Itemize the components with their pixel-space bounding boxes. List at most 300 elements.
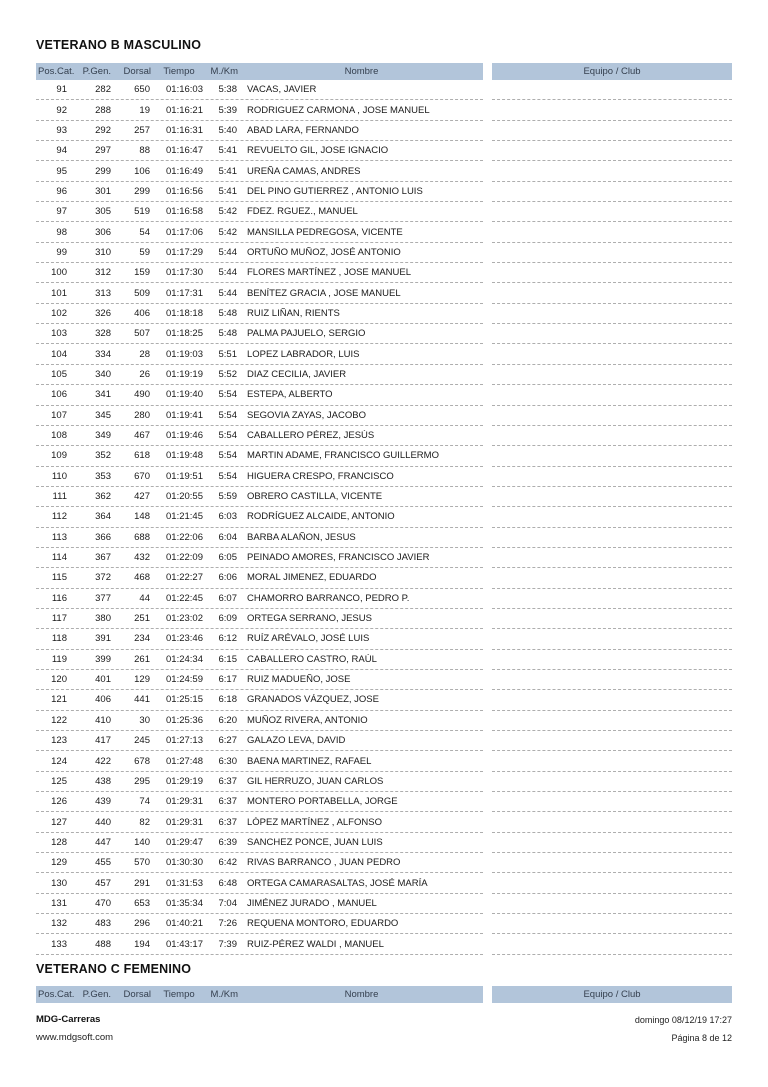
cell-p-gen: 334 [95,348,111,360]
cell-tiempo: 01:35:34 [166,897,203,909]
cell-tiempo: 01:19:40 [166,389,203,401]
cell-dorsal: 570 [134,857,150,869]
cell-pos-cat: 121 [51,694,67,706]
cell-tiempo: 01:18:18 [166,307,203,319]
cell-nombre: MARTIN ADAME, FRANCISCO GUILLERMO [247,450,439,462]
cell-tiempo: 01:16:49 [166,165,203,177]
cell-pos-cat: 95 [56,165,67,177]
cell-pos-cat: 122 [51,714,67,726]
column-header-tiempo: Tiempo [163,66,195,77]
cell-equipo-club [492,263,732,283]
cell-m-km: 6:39 [218,836,237,848]
cell-dorsal: 88 [139,145,150,157]
cell-p-gen: 301 [95,185,111,197]
cell-pos-cat: 117 [51,613,67,625]
cell-nombre: MANSILLA PEDREGOSA, VICENTE [247,226,403,238]
cell-dorsal: 251 [134,613,150,625]
cell-equipo-club [492,80,732,100]
cell-pos-cat: 115 [51,572,67,584]
cell-p-gen: 470 [95,897,111,909]
cell-tiempo: 01:27:48 [166,755,203,767]
cell-m-km: 7:04 [218,897,237,909]
cell-nombre: MORAL JIMENEZ, EDUARDO [247,572,377,584]
cell-nombre: JIMÉNEZ JURADO , MANUEL [247,897,377,909]
cell-pos-cat: 102 [51,307,67,319]
cell-p-gen: 380 [95,613,111,625]
cell-m-km: 6:12 [218,633,237,645]
cell-nombre: LÓPEZ MARTÍNEZ , ALFONSO [247,816,382,828]
cell-equipo-club [492,650,732,670]
cell-p-gen: 352 [95,450,111,462]
cell-m-km: 6:42 [218,857,237,869]
cell-equipo-club [492,467,732,487]
cell-m-km: 6:03 [218,511,237,523]
cell-dorsal: 670 [134,470,150,482]
cell-pos-cat: 103 [51,328,67,340]
cell-equipo-club [492,568,732,588]
table-row [36,100,732,120]
table-row [36,283,732,303]
cell-equipo-club [492,711,732,731]
cell-equipo-club [492,731,732,751]
cell-m-km: 5:38 [218,84,237,96]
cell-tiempo: 01:19:41 [166,409,203,421]
cell-p-gen: 422 [95,755,111,767]
cell-p-gen: 362 [95,491,111,503]
cell-p-gen: 410 [95,714,111,726]
cell-p-gen: 306 [95,226,111,238]
cell-tiempo: 01:30:30 [166,857,203,869]
column-header-m-km: M./Km [210,66,238,77]
cell-nombre: BENÍTEZ GRACIA , JOSE MANUEL [247,287,401,299]
cell-p-gen: 312 [95,267,111,279]
cell-m-km: 5:54 [218,450,237,462]
cell-p-gen: 440 [95,816,111,828]
cell-nombre: REQUENA MONTORO, EDUARDO [247,918,399,930]
table-row [36,222,732,242]
cell-nombre: DIAZ CECILIA, JAVIER [247,368,347,380]
cell-tiempo: 01:19:51 [166,470,203,482]
cell-nombre: RUIZ-PÉREZ WALDI , MANUEL [247,938,384,950]
cell-dorsal: 245 [134,735,150,747]
cell-m-km: 5:41 [218,165,237,177]
cell-p-gen: 457 [95,877,111,889]
cell-tiempo: 01:22:09 [166,552,203,564]
cell-dorsal: 257 [134,124,150,136]
cell-p-gen: 292 [95,124,111,136]
table-row [36,304,732,324]
cell-nombre: PEINADO AMORES, FRANCISCO JAVIER [247,552,430,564]
cell-p-gen: 366 [95,531,111,543]
cell-dorsal: 44 [139,592,150,604]
cell-pos-cat: 92 [56,104,67,116]
table-row [36,690,732,710]
cell-equipo-club [492,690,732,710]
cell-m-km: 6:07 [218,592,237,604]
cell-tiempo: 01:25:15 [166,694,203,706]
cell-m-km: 5:54 [218,389,237,401]
cell-dorsal: 19 [139,104,150,116]
results-table-header [36,63,732,80]
cell-m-km: 5:52 [218,368,237,380]
cell-nombre: ESTEPA, ALBERTO [247,389,333,401]
cell-nombre: ORTEGA CAMARASALTAS, JOSÉ MARÍA [247,877,428,889]
cell-m-km: 5:42 [218,206,237,218]
cell-tiempo: 01:21:45 [166,511,203,523]
table-row [36,751,732,771]
cell-p-gen: 328 [95,328,111,340]
cell-m-km: 5:59 [218,491,237,503]
cell-equipo-club [492,161,732,181]
column-header-pos-cat: Pos.Cat. [38,66,75,77]
cell-pos-cat: 132 [51,918,67,930]
cell-tiempo: 01:43:17 [166,938,203,950]
cell-pos-cat: 114 [51,552,67,564]
cell-nombre: VACAS, JAVIER [247,84,317,96]
table-row [36,406,732,426]
cell-nombre: FLORES MARTÍNEZ , JOSE MANUEL [247,267,411,279]
cell-equipo-club [492,670,732,690]
cell-pos-cat: 101 [51,287,67,299]
cell-m-km: 5:44 [218,267,237,279]
table-row [36,772,732,792]
cell-equipo-club [492,609,732,629]
table-row [36,833,732,853]
cell-equipo-club [492,304,732,324]
cell-m-km: 5:51 [218,348,237,360]
cell-m-km: 5:41 [218,185,237,197]
column-header-pos-cat: Pos.Cat. [38,988,75,1000]
column-header-nombre: Nombre [344,988,379,1000]
cell-m-km: 5:54 [218,430,237,442]
cell-tiempo: 01:20:55 [166,491,203,503]
table-row [36,853,732,873]
cell-p-gen: 372 [95,572,111,584]
table-row [36,528,732,548]
cell-pos-cat: 124 [51,755,67,767]
cell-equipo-club [492,629,732,649]
cell-equipo-club [492,446,732,466]
cell-nombre: FDEZ. RGUEZ., MANUEL [247,206,358,218]
cell-m-km: 6:20 [218,714,237,726]
cell-p-gen: 299 [95,165,111,177]
cell-equipo-club [492,894,732,914]
cell-equipo-club [492,202,732,222]
column-header-dorsal: Dorsal [123,66,151,77]
cell-equipo-club [492,222,732,242]
cell-equipo-club [492,385,732,405]
cell-equipo-club [492,548,732,568]
cell-pos-cat: 105 [51,368,67,380]
cell-tiempo: 01:29:31 [166,796,203,808]
cell-dorsal: 261 [134,653,150,665]
cell-pos-cat: 127 [51,816,67,828]
cell-tiempo: 01:29:19 [166,775,203,787]
cell-tiempo: 01:17:06 [166,226,203,238]
cell-equipo-club [492,426,732,446]
cell-nombre: RUIZ MADUEÑO, JOSE [247,674,351,686]
cell-equipo-club [492,344,732,364]
cell-m-km: 6:48 [218,877,237,889]
cell-pos-cat: 106 [51,389,67,401]
cell-pos-cat: 120 [51,674,67,686]
table-row [36,934,732,954]
cell-tiempo: 01:19:48 [166,450,203,462]
cell-nombre: RIVAS BARRANCO , JUAN PEDRO [247,857,401,869]
cell-tiempo: 01:17:31 [166,287,203,299]
cell-dorsal: 54 [139,226,150,238]
cell-pos-cat: 133 [51,938,67,950]
column-header-m-km: M./Km [210,988,238,1000]
table-row [36,385,732,405]
table-row [36,141,732,161]
column-header-nombre: Nombre [344,66,379,77]
cell-tiempo: 01:24:59 [166,674,203,686]
cell-equipo-club [492,772,732,792]
cell-nombre: BARBA ALAÑON, JESUS [247,531,356,543]
cell-tiempo: 01:16:56 [166,185,203,197]
cell-m-km: 7:26 [218,918,237,930]
cell-pos-cat: 125 [51,775,67,787]
table-row [36,792,732,812]
cell-tiempo: 01:22:45 [166,592,203,604]
cell-equipo-club [492,141,732,161]
cell-p-gen: 455 [95,857,111,869]
cell-p-gen: 341 [95,389,111,401]
table-row [36,121,732,141]
table-row [36,812,732,832]
cell-nombre: GALAZO LEVA, DAVID [247,735,346,747]
cell-p-gen: 288 [95,104,111,116]
cell-dorsal: 129 [134,674,150,686]
cell-dorsal: 688 [134,531,150,543]
cell-equipo-club [492,589,732,609]
table-row [36,80,732,100]
cell-pos-cat: 107 [51,409,67,421]
cell-nombre: HIGUERA CRESPO, FRANCISCO [247,470,394,482]
cell-dorsal: 291 [134,877,150,889]
cell-equipo-club [492,100,732,120]
cell-dorsal: 618 [134,450,150,462]
cell-tiempo: 01:16:21 [166,104,203,116]
cell-nombre: BAENA MARTINEZ, RAFAEL [247,755,372,767]
table-row [36,487,732,507]
column-header-equipo-club: Equipo / Club [492,63,732,80]
cell-tiempo: 01:17:29 [166,246,203,258]
cell-nombre: REVUELTO GIL, JOSE IGNACIO [247,145,389,157]
table-row [36,894,732,914]
cell-tiempo: 01:23:46 [166,633,203,645]
cell-dorsal: 295 [134,775,150,787]
results-table-header-femenino [36,986,732,1003]
cell-dorsal: 148 [134,511,150,523]
cell-p-gen: 367 [95,552,111,564]
cell-dorsal: 653 [134,897,150,909]
cell-tiempo: 01:16:47 [166,145,203,157]
cell-equipo-club [492,365,732,385]
cell-pos-cat: 129 [51,857,67,869]
cell-dorsal: 467 [134,430,150,442]
cell-equipo-club [492,324,732,344]
cell-pos-cat: 96 [56,185,67,197]
cell-pos-cat: 112 [51,511,67,523]
cell-equipo-club [492,873,732,893]
cell-m-km: 5:54 [218,409,237,421]
cell-tiempo: 01:19:03 [166,348,203,360]
table-row [36,202,732,222]
cell-tiempo: 01:18:25 [166,328,203,340]
section-title-veterano-c-femenino: VETERANO C FEMENINO [36,961,192,976]
cell-equipo-club [492,121,732,141]
column-header-p-gen: P.Gen. [82,66,111,77]
cell-nombre: RUÍZ ARÉVALO, JOSÉ LUIS [247,633,370,645]
cell-nombre: GIL HERRUZO, JUAN CARLOS [247,775,384,787]
cell-m-km: 5:54 [218,470,237,482]
cell-pos-cat: 109 [51,450,67,462]
footer-page-number: Página 8 de 12 [671,1032,732,1043]
cell-equipo-club [492,914,732,934]
table-row [36,670,732,690]
column-header-equipo-club: Equipo / Club [492,986,732,1003]
cell-pos-cat: 94 [56,145,67,157]
cell-p-gen: 310 [95,246,111,258]
cell-pos-cat: 126 [51,796,67,808]
cell-tiempo: 01:16:03 [166,84,203,96]
cell-nombre: CABALLERO PÉREZ, JESÚS [247,430,375,442]
cell-equipo-club [492,283,732,303]
cell-pos-cat: 116 [51,592,67,604]
cell-dorsal: 650 [134,84,150,96]
header-column-gap [483,986,492,1003]
page-content [36,0,732,1047]
cell-tiempo: 01:27:13 [166,735,203,747]
cell-pos-cat: 119 [51,653,67,665]
table-row [36,263,732,283]
cell-p-gen: 345 [95,409,111,421]
cell-m-km: 6:37 [218,775,237,787]
table-row [36,731,732,751]
cell-equipo-club [492,853,732,873]
cell-nombre: ORTEGA SERRANO, JESUS [247,613,372,625]
cell-p-gen: 401 [95,674,111,686]
table-row [36,467,732,487]
cell-m-km: 7:39 [218,938,237,950]
cell-nombre: GRANADOS VÁZQUEZ, JOSE [247,694,379,706]
cell-dorsal: 59 [139,246,150,258]
cell-m-km: 6:04 [218,531,237,543]
cell-nombre: PALMA PAJUELO, SERGIO [247,328,366,340]
column-header-tiempo: Tiempo [163,988,195,1000]
cell-m-km: 6:18 [218,694,237,706]
cell-nombre: SEGOVIA ZAYAS, JACOBO [247,409,366,421]
cell-dorsal: 432 [134,552,150,564]
cell-equipo-club [492,751,732,771]
table-row [36,568,732,588]
table-row [36,711,732,731]
cell-pos-cat: 113 [51,531,67,543]
cell-nombre: ORTUÑO MUÑOZ, JOSÉ ANTONIO [247,246,401,258]
cell-nombre: MUÑOZ RIVERA, ANTONIO [247,714,368,726]
cell-pos-cat: 100 [51,267,67,279]
cell-m-km: 6:06 [218,572,237,584]
table-row [36,609,732,629]
cell-m-km: 5:44 [218,287,237,299]
cell-nombre: ABAD LARA, FERNANDO [247,124,359,136]
cell-equipo-club [492,243,732,263]
table-row [36,589,732,609]
table-row [36,426,732,446]
cell-m-km: 5:48 [218,307,237,319]
cell-p-gen: 488 [95,938,111,950]
cell-equipo-club [492,812,732,832]
cell-dorsal: 28 [139,348,150,360]
table-row [36,873,732,893]
cell-dorsal: 427 [134,491,150,503]
cell-tiempo: 01:22:06 [166,531,203,543]
cell-tiempo: 01:24:34 [166,653,203,665]
cell-tiempo: 01:17:30 [166,267,203,279]
cell-m-km: 6:37 [218,796,237,808]
cell-equipo-club [492,487,732,507]
cell-dorsal: 296 [134,918,150,930]
cell-m-km: 6:05 [218,552,237,564]
cell-pos-cat: 130 [51,877,67,889]
cell-tiempo: 01:16:58 [166,206,203,218]
cell-m-km: 6:09 [218,613,237,625]
cell-p-gen: 399 [95,653,111,665]
cell-tiempo: 01:40:21 [166,918,203,930]
cell-nombre: DEL PINO GUTIERREZ , ANTONIO LUIS [247,185,423,197]
footer-left [36,1011,113,1047]
page-footer [36,1011,732,1047]
cell-tiempo: 01:19:19 [166,368,203,380]
cell-p-gen: 417 [95,735,111,747]
cell-m-km: 6:37 [218,816,237,828]
cell-p-gen: 282 [95,84,111,96]
table-header-left-band [36,986,483,1003]
cell-dorsal: 26 [139,368,150,380]
cell-pos-cat: 104 [51,348,67,360]
cell-pos-cat: 123 [51,735,67,747]
cell-nombre: RODRÍGUEZ ALCAIDE, ANTONIO [247,511,395,523]
cell-equipo-club [492,406,732,426]
cell-m-km: 6:17 [218,674,237,686]
cell-equipo-club [492,792,732,812]
footer-right [635,1011,732,1047]
cell-m-km: 6:15 [218,653,237,665]
cell-dorsal: 509 [134,287,150,299]
cell-nombre: OBRERO CASTILLA, VICENTE [247,491,383,503]
table-header-left-band [36,63,483,80]
cell-p-gen: 391 [95,633,111,645]
header-column-gap [483,63,492,80]
cell-pos-cat: 93 [56,124,67,136]
cell-p-gen: 406 [95,694,111,706]
cell-p-gen: 438 [95,775,111,787]
cell-p-gen: 313 [95,287,111,299]
cell-pos-cat: 108 [51,430,67,442]
cell-dorsal: 234 [134,633,150,645]
cell-p-gen: 483 [95,918,111,930]
cell-p-gen: 349 [95,430,111,442]
cell-dorsal: 30 [139,714,150,726]
results-rows [36,80,732,955]
cell-nombre: SANCHEZ PONCE, JUAN LUIS [247,836,383,848]
cell-dorsal: 280 [134,409,150,421]
cell-nombre: LOPEZ LABRADOR, LUIS [247,348,360,360]
cell-p-gen: 305 [95,206,111,218]
section-title-veterano-b-masculino: VETERANO B MASCULINO [36,38,202,52]
